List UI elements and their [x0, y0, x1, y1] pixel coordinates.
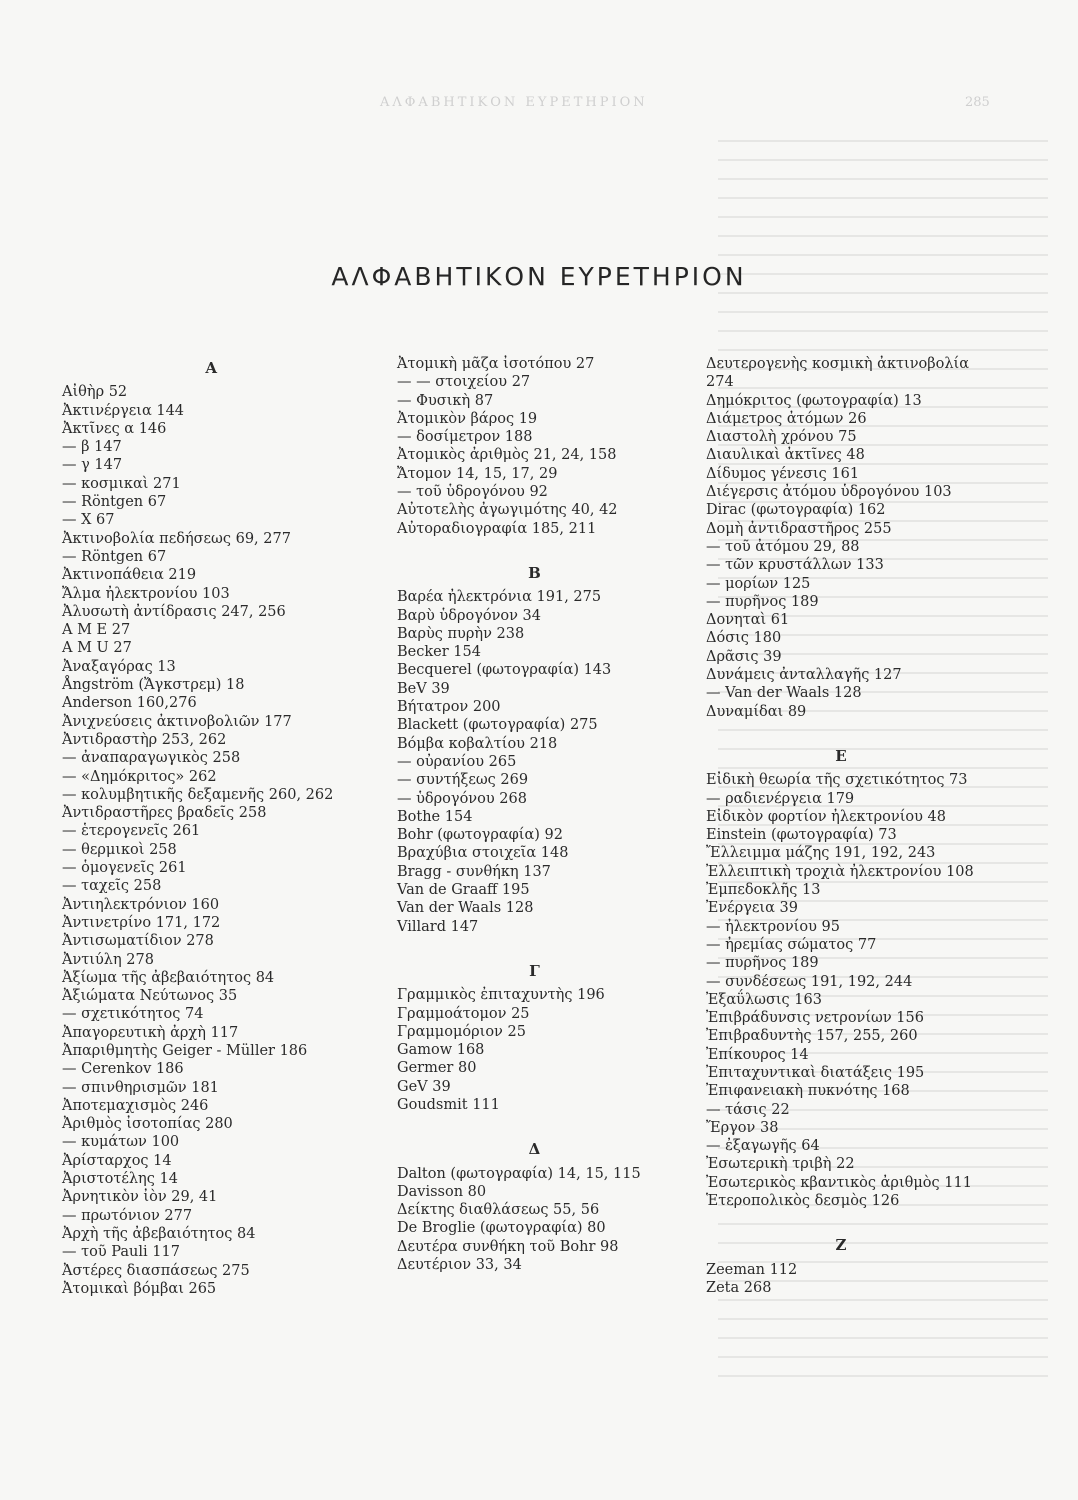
index-entry: — μορίων 125	[706, 575, 811, 592]
section-letter: E	[835, 746, 847, 765]
index-entry: Villard 147	[397, 918, 479, 935]
index-entry: Διάμετρος ἀτόμων 26	[706, 410, 867, 427]
index-entry: GeV 39	[397, 1078, 451, 1095]
index-entry: Γραμμομόριον 25	[397, 1023, 526, 1040]
index-entry: — Φυσικὴ 87	[397, 392, 494, 409]
index-entry: Ἀναξαγόρας 13	[62, 658, 176, 675]
index-entry: Ἀτομικὸν βάρος 19	[397, 410, 538, 427]
section-letter: B	[528, 563, 541, 582]
index-entry: Ἔλλειμμα μάζης 191, 192, 243	[706, 845, 936, 862]
index-entry: Ἀπαγορευτικὴ ἀρχὴ 117	[62, 1024, 239, 1041]
index-entry: Ἀρχὴ τῆς ἀβεβαιότητος 84	[62, 1225, 256, 1242]
index-entry: Ἐσωτερικὴ τριβὴ 22	[706, 1156, 855, 1173]
index-entry: Ἑτεροπολικὸς δεσμὸς 126	[706, 1193, 900, 1210]
index-entry: — Röntgen 67	[62, 548, 167, 565]
index-entry: Δευτερογενὴς κοσμικὴ ἀκτινοβολία 274	[706, 356, 970, 391]
index-column-2	[397, 355, 672, 1274]
index-entry: Γραμμικὸς ἐπιταχυντὴς 196	[397, 987, 605, 1004]
index-entry: Ἀπαριθμητὴς Geiger - Müller 186	[62, 1042, 308, 1059]
index-entry: Ἀριστοτέλης 14	[62, 1171, 178, 1188]
index-entry: Δόσις 180	[706, 630, 782, 647]
index-entry: Δυνάμεις ἀνταλλαγῆς 127	[706, 667, 902, 684]
index-entry: Ἐπιβραδυντὴς 157, 255, 260	[706, 1028, 918, 1045]
index-entry: Becquerel (φωτογραφία) 143	[397, 662, 612, 679]
index-entry: — «Δημόκριτος» 262	[62, 768, 217, 785]
page-title: ΑΛΦΑΒΗΤΙΚΟΝ ΕΥΡΕΤΗΡΙΟΝ	[331, 262, 747, 291]
index-entry: Βαρὺς πυρὴν 238	[397, 625, 525, 642]
index-entry: Ἔργον 38	[706, 1119, 779, 1136]
index-entry: Δευτέρα συνθήκη τοῦ Bohr 98	[397, 1238, 619, 1255]
index-entry: Αἰθὴρ 52	[62, 384, 128, 401]
index-entry: — ὁμογενεῖς 261	[62, 860, 187, 877]
index-entry: Δίδυμος γένεσις 161	[706, 465, 860, 482]
section-letter: Δ	[528, 1140, 541, 1159]
section-gap	[706, 721, 976, 743]
index-entry: — Cerenkov 186	[62, 1061, 184, 1078]
index-entry: Ἄλμα ἠλεκτρονίου 103	[62, 585, 230, 602]
index-entry: — X 67	[62, 512, 115, 529]
index-entry: Ἀκτῖνες α 146	[62, 420, 167, 437]
index-entry: — ταχεῖς 258	[62, 878, 162, 895]
index-entry: Ἀκτινοπάθεια 219	[62, 567, 197, 584]
index-entry: Gamow 168	[397, 1042, 485, 1059]
index-entry: — β 147	[62, 439, 122, 456]
index-entry: A M E 27	[62, 622, 131, 639]
index-entry: — σχετικότητος 74	[62, 1006, 204, 1023]
index-entry: Ἀξιώματα Νεύτωνος 35	[62, 988, 238, 1005]
index-entry: Bohr (φωτογραφία) 92	[397, 827, 563, 844]
index-entry: Αὐτοραδιογραφία 185, 211	[397, 520, 597, 537]
index-entry: Bragg - συνθήκη 137	[397, 863, 551, 880]
section-gap	[397, 936, 672, 958]
index-entry: A M U 27	[62, 640, 132, 657]
index-entry: — δοσίμετρον 188	[397, 429, 533, 446]
index-entry: — πρωτόνιον 277	[62, 1207, 193, 1224]
index-entry: — πυρῆνος 189	[706, 593, 819, 610]
index-entry: Ἀντιδραστὴρ 253, 262	[62, 731, 227, 748]
index-entry: Βαρέα ἠλεκτρόνια 191, 275	[397, 589, 602, 606]
index-entry: Zeeman 112	[706, 1261, 798, 1278]
index-entry: BeV 39	[397, 680, 450, 697]
index-entry: — οὐρανίου 265	[397, 753, 517, 770]
index-entry: Δευτέριον 33, 34	[397, 1257, 522, 1274]
index-entry: — συνδέσεως 191, 192, 244	[706, 973, 913, 990]
index-entry: Βαρὺ ὑδρογόνον 34	[397, 607, 542, 624]
index-entry: Ångström (Ἄγκστρεμ) 18	[62, 677, 245, 694]
index-entry: Ἐλλειπτικὴ τροχιὰ ἠλεκτρονίου 108	[706, 863, 974, 880]
index-entry: — συντήξεως 269	[397, 772, 529, 789]
index-entry: — κολυμβητικῆς δεξαμενῆς 260, 262	[62, 786, 334, 803]
index-column-3	[706, 355, 976, 1297]
index-entry: Ἀποτεμαχισμὸς 246	[62, 1097, 209, 1114]
index-entry: Ἀντιηλεκτρόνιον 160	[62, 896, 220, 913]
section-gap	[397, 1114, 672, 1136]
index-entry: Ἐμπεδοκλῆς 13	[706, 882, 821, 899]
index-entry: — — στοιχείου 27	[397, 374, 531, 391]
index-entry: Ἀντινετρίνο 171, 172	[62, 914, 221, 931]
bleed-through-running-head: ΑΛΦΑΒΗΤΙΚΟΝ ΕΥΡΕΤΗΡΙΟΝ	[380, 95, 648, 110]
index-entry: Einstein (φωτογραφία) 73	[706, 827, 897, 844]
index-entry: — θερμικοὶ 258	[62, 841, 177, 858]
index-entry: Ἀστέρες διασπάσεως 275	[62, 1262, 250, 1279]
index-entry: Δομὴ ἀντιδραστῆρος 255	[706, 520, 892, 537]
section-gap	[397, 538, 672, 560]
index-entry: De Broglie (φωτογραφία) 80	[397, 1220, 606, 1237]
index-entry: — ἐξαγωγῆς 64	[706, 1138, 820, 1155]
index-entry: Ἀτομικὸς ἀριθμὸς 21, 24, 158	[397, 447, 617, 464]
index-entry: Ἀκτινέργεια 144	[62, 402, 185, 419]
index-entry: Διέγερσις ἀτόμου ὑδρογόνου 103	[706, 484, 952, 501]
index-entry: Ἀντιδραστῆρες βραδεῖς 258	[62, 805, 267, 822]
index-entry: Δείκτης διαθλάσεως 55, 56	[397, 1202, 600, 1219]
index-entry: Ἀξίωμα τῆς ἀβεβαιότητος 84	[62, 969, 275, 986]
index-entry: Ἐνέργεια 39	[706, 900, 798, 917]
index-entry: Anderson 160,276	[62, 695, 197, 712]
index-entry: Αὐτοτελὴς ἀγωγιμότης 40, 42	[397, 502, 618, 519]
index-entry: Δονηταὶ 61	[706, 612, 790, 629]
index-entry: — τῶν κρυστάλλων 133	[706, 557, 884, 574]
index-entry: — ἑτερογενεῖς 261	[62, 823, 201, 840]
index-entry: — Röntgen 67	[62, 494, 167, 511]
index-entry: Βραχύβια στοιχεῖα 148	[397, 845, 569, 862]
index-entry: Δρᾶσις 39	[706, 648, 782, 665]
index-entry: Δημόκριτος (φωτογραφία) 13	[706, 392, 922, 409]
index-entry: Becker 154	[397, 644, 481, 661]
index-entry: — τοῦ Pauli 117	[62, 1244, 180, 1261]
index-entry: Εἰδικὴ θεωρία τῆς σχετικότητος 73	[706, 772, 968, 789]
index-entry: — σπινθηρισμῶν 181	[62, 1079, 219, 1096]
index-entry: Εἰδικὸν φορτίον ἠλεκτρονίου 48	[706, 808, 947, 825]
index-entry: Ἐπίκουρος 14	[706, 1046, 809, 1063]
index-entry: Βόμβα κοβαλτίου 218	[397, 735, 558, 752]
index-entry: Blackett (φωτογραφία) 275	[397, 717, 598, 734]
index-entry: — τοῦ ὑδρογόνου 92	[397, 484, 548, 501]
index-entry: — τάσις 22	[706, 1101, 790, 1118]
index-entry: Ἐπιταχυντικαὶ διατάξεις 195	[706, 1064, 925, 1081]
index-entry: Germer 80	[397, 1060, 477, 1077]
index-entry: Ἀντισωματίδιον 278	[62, 933, 214, 950]
index-entry: Γραμμοάτομον 25	[397, 1005, 530, 1022]
index-entry: — ἠρεμίας σώματος 77	[706, 936, 877, 953]
index-entry: Ἀντιύλη 278	[62, 951, 154, 968]
index-entry: Ἄτομον 14, 15, 17, 29	[397, 465, 558, 482]
index-entry: Ἐσωτερικὸς κβαντικὸς ἀριθμὸς 111	[706, 1174, 972, 1191]
index-entry: Ἀριθμὸς ἰσοτοπίας 280	[62, 1116, 233, 1133]
index-entry: Ἐπιβράδυνσις νετρονίων 156	[706, 1010, 924, 1027]
section-letter: Γ	[529, 961, 540, 980]
index-entry: Ἀτομικὴ μᾶζα ἰσοτόπου 27	[397, 356, 595, 372]
index-entry: — τοῦ ἀτόμου 29, 88	[706, 538, 860, 555]
index-entry: Ἀνιχνεύσεις ἀκτινοβολιῶν 177	[62, 713, 292, 730]
index-entry: Ἀρνητικὸν ἰὸν 29, 41	[62, 1189, 218, 1206]
index-entry: — ραδιενέργεια 179	[706, 790, 855, 807]
index-entry: Goudsmit 111	[397, 1096, 500, 1113]
index-entry: Βήτατρον 200	[397, 699, 501, 716]
index-entry: Διαστολὴ χρόνου 75	[706, 429, 857, 446]
bleed-through-page-number: 285	[965, 95, 990, 110]
index-entry: Δυναμίδαι 89	[706, 703, 807, 720]
index-entry: Ἀκτινοβολία πεδήσεως 69, 277	[62, 530, 291, 547]
index-column-1	[62, 355, 362, 1298]
index-entry: Ἀτομικαὶ βόμβαι 265	[62, 1280, 217, 1297]
index-entry: — ἀναπαραγωγικὸς 258	[62, 750, 241, 767]
index-entry: Bothe 154	[397, 808, 473, 825]
index-entry: Ἀλυσωτὴ ἀντίδρασις 247, 256	[62, 603, 286, 620]
index-entry: — κυμάτων 100	[62, 1134, 180, 1151]
section-letter: Z	[835, 1236, 847, 1255]
index-entry: Dirac (φωτογραφία) 162	[706, 502, 886, 519]
index-entry: Van der Waals 128	[397, 900, 534, 917]
index-entry: — κοσμικαὶ 271	[62, 475, 181, 492]
index-entry: — ὑδρογόνου 268	[397, 790, 527, 807]
index-entry: — ἠλεκτρονίου 95	[706, 918, 840, 935]
index-entry: Davisson 80	[397, 1183, 487, 1200]
index-entry: — πυρῆνος 189	[706, 955, 819, 972]
index-entry: Διαυλικαὶ ἀκτῖνες 48	[706, 447, 865, 464]
index-entry: Van de Graaff 195	[397, 882, 530, 899]
section-gap	[706, 1210, 976, 1232]
index-entry: Zeta 268	[706, 1279, 772, 1296]
index-entry: — Van der Waals 128	[706, 685, 862, 702]
index-entry: Dalton (φωτογραφία) 14, 15, 115	[397, 1165, 641, 1182]
index-entry: — γ 147	[62, 457, 123, 474]
index-entry: Ἀρίσταρχος 14	[62, 1152, 172, 1169]
index-entry: Ἐξαΰλωσις 163	[706, 991, 822, 1008]
section-letter: A	[205, 359, 217, 377]
index-entry: Ἐπιφανειακὴ πυκνότης 168	[706, 1083, 910, 1100]
